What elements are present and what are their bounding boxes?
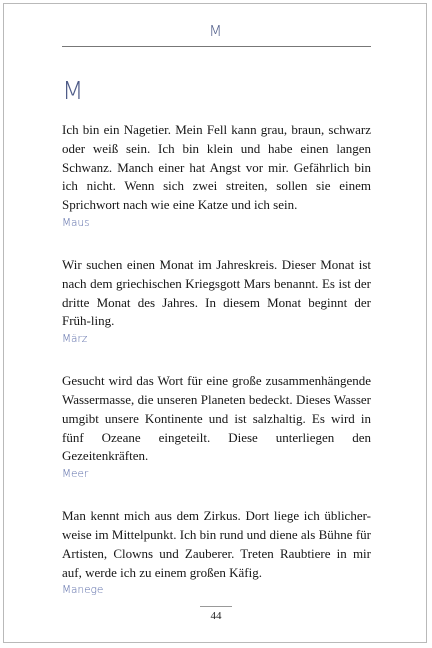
riddle-text: Wir suchen einen Monat im Jahreskreis. Dieser Monat ist nach dem griechischen Kriegsgott Mars benannt. Es ist der dritte Monat des Jahres. In diesem Monat beginnt der Früh-ling. (62, 256, 371, 329)
header-rule (62, 46, 371, 47)
riddle-entry (62, 121, 371, 230)
riddle-entry (62, 372, 371, 481)
riddle-entry (62, 256, 371, 346)
riddle-entry (62, 507, 371, 597)
riddle-answer: Maus (62, 216, 90, 229)
page-number: 44 (210, 610, 222, 622)
riddle-answer: Meer (62, 468, 89, 481)
riddle-text: Ich bin ein Nagetier. Mein Fell kann grau, braun, schwarz oder weiß sein. Ich bin klein und habe einen langen Schwanz. Manch einer hat Angst vor mir. Gefährlich bin ich nicht. Wenn sich zwei streiten, sollen sie einem Sprichwort nach wie eine Katze und ich sein. (62, 122, 371, 213)
riddle-text: Man kennt mich aus dem Zirkus. Dort liege ich üblicher-weise im Mittelpunkt. Ich bin rund und diene als Bühne für Artisten, Clowns und Zauberer. Treten Raubtiere in mir auf, werde ich zu einem großen Käfig. (62, 508, 371, 580)
riddle-text: Gesucht wird das Wort für eine große zusammenhängende Wassermasse, die unseren Planeten bedeckt. Dieses Wasser umgibt unsere Kontinente und ist salzhaltig. Es wird in fünf Ozeane eingeteilt. Diese unterliegen den Gezeitenkräften. (62, 373, 371, 464)
running-header: M (209, 22, 223, 40)
riddle-answer: März (62, 333, 88, 346)
section-letter: M (62, 76, 84, 105)
footer-rule (200, 606, 232, 607)
riddle-list (62, 121, 371, 623)
riddle-answer: Manege (62, 584, 104, 597)
